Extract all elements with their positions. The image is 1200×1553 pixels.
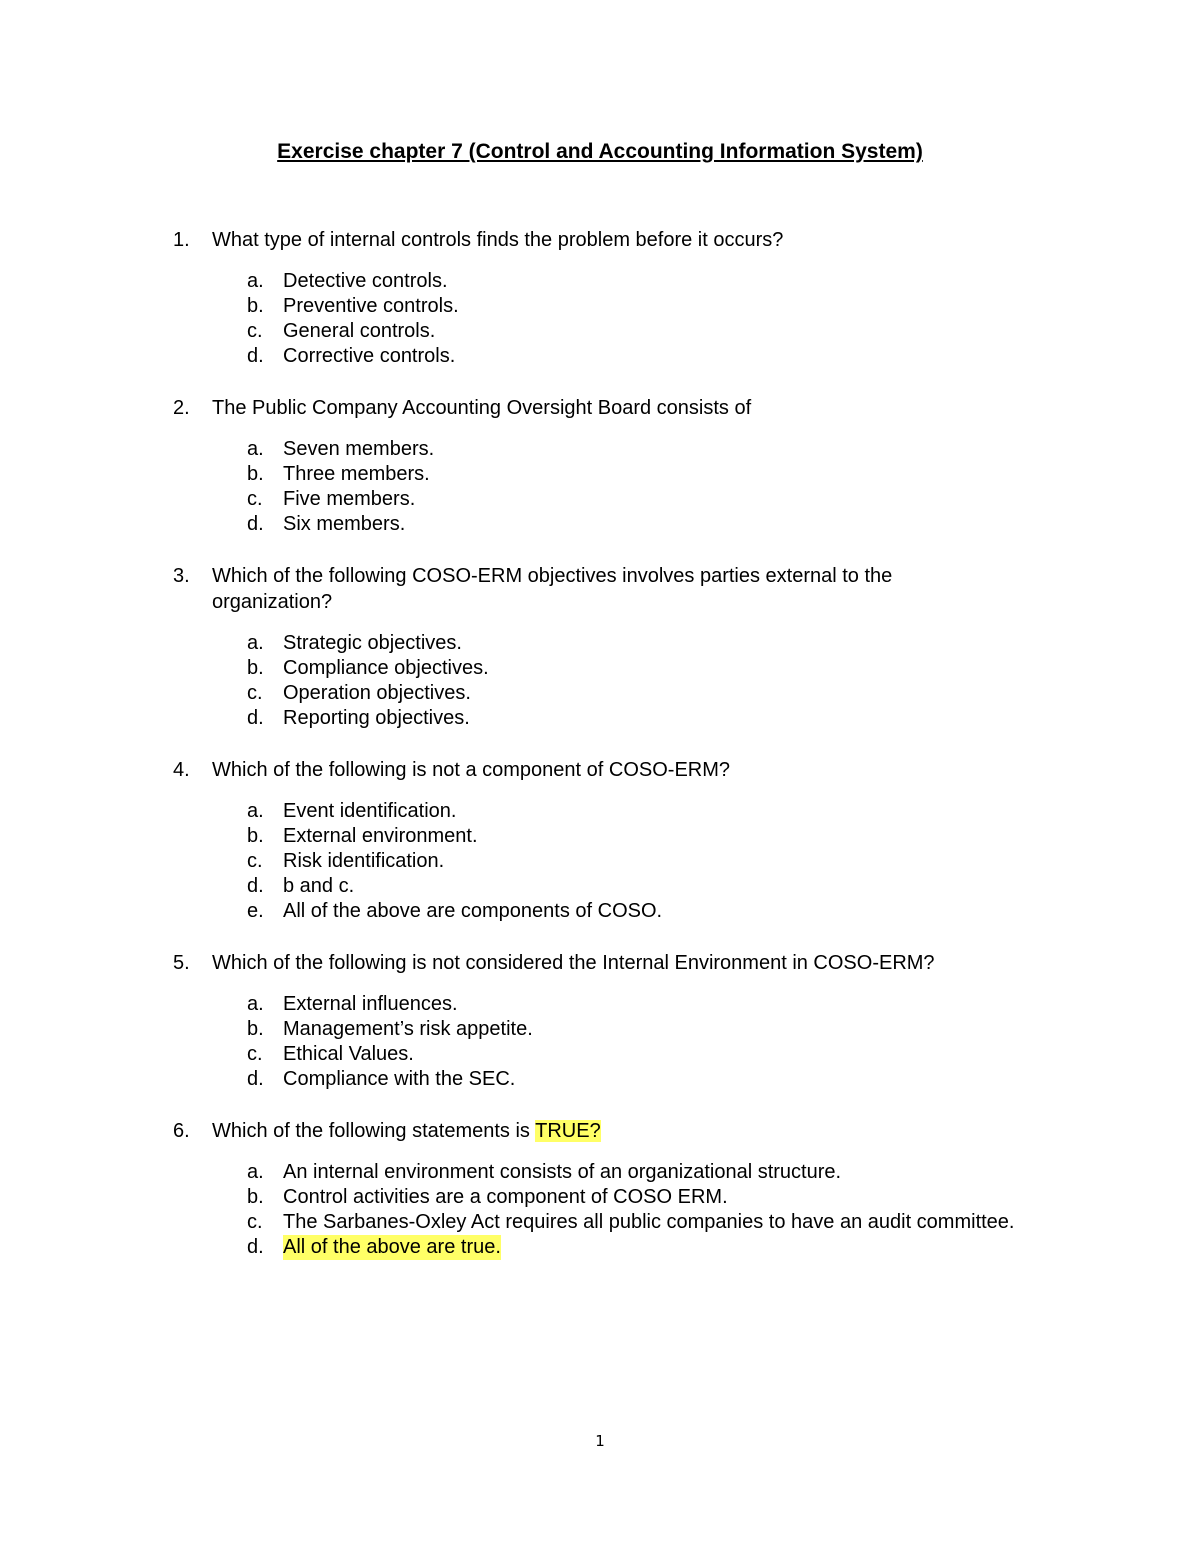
option-letter: c. bbox=[247, 488, 263, 510]
option-d bbox=[247, 874, 1073, 899]
question-text: The Public Company Accounting Oversight Board consists of bbox=[212, 397, 752, 419]
option-letter: b. bbox=[247, 295, 264, 317]
option-a bbox=[247, 1160, 1133, 1185]
question-number: 6. bbox=[173, 1120, 190, 1142]
question-1 bbox=[173, 227, 1073, 369]
option-a bbox=[247, 631, 1073, 656]
option-letter: b. bbox=[247, 657, 264, 679]
option-text: Ethical Values. bbox=[283, 1043, 414, 1065]
option-letter: c. bbox=[247, 1211, 263, 1233]
option-letter: b. bbox=[247, 1186, 264, 1208]
option-text: Compliance with the SEC. bbox=[283, 1068, 516, 1090]
question-4 bbox=[173, 757, 1073, 924]
option-letter: b. bbox=[247, 463, 264, 485]
option-letter: d. bbox=[247, 345, 264, 367]
option-d bbox=[247, 344, 1073, 369]
document-title: Exercise chapter 7 (Control and Accounting Information System) bbox=[277, 140, 923, 163]
option-list bbox=[247, 269, 1073, 369]
option-d bbox=[247, 1067, 1073, 1092]
option-text: Detective controls. bbox=[283, 270, 448, 292]
option-text: General controls. bbox=[283, 320, 436, 342]
question-text: What type of internal controls finds the problem before it occurs? bbox=[212, 229, 784, 251]
option-letter: d. bbox=[247, 1068, 264, 1090]
option-letter: a. bbox=[247, 1161, 264, 1183]
option-letter: a. bbox=[247, 270, 264, 292]
option-letter: c. bbox=[247, 320, 263, 342]
question-number: 3. bbox=[173, 565, 190, 587]
option-d bbox=[247, 1235, 1133, 1260]
option-b bbox=[247, 824, 1073, 849]
option-a bbox=[247, 269, 1073, 294]
question-2 bbox=[173, 395, 1073, 537]
option-list bbox=[247, 992, 1073, 1092]
option-c bbox=[247, 1042, 1073, 1067]
question-number: 1. bbox=[173, 229, 190, 251]
option-text: All of the above are components of COSO. bbox=[283, 900, 663, 922]
option-text: Operation objectives. bbox=[283, 682, 471, 704]
option-b bbox=[247, 462, 1073, 487]
question-number: 5. bbox=[173, 952, 190, 974]
option-list bbox=[247, 631, 1073, 731]
option-text: External influences. bbox=[283, 993, 458, 1015]
option-a bbox=[247, 992, 1073, 1017]
question-text: Which of the following is not a component of COSO-ERM? bbox=[212, 759, 731, 781]
option-letter: d. bbox=[247, 1236, 264, 1258]
option-text: b and c. bbox=[283, 875, 355, 897]
question-3 bbox=[173, 563, 1073, 731]
option-list bbox=[247, 1160, 1133, 1260]
option-d bbox=[247, 706, 1073, 731]
option-text-highlighted: All of the above are true. bbox=[283, 1236, 501, 1258]
option-letter: c. bbox=[247, 1043, 263, 1065]
page-number: 1 bbox=[595, 1432, 605, 1450]
option-text: Strategic objectives. bbox=[283, 632, 462, 654]
option-b bbox=[247, 656, 1073, 681]
option-letter: a. bbox=[247, 438, 264, 460]
option-text: Six members. bbox=[283, 513, 406, 535]
option-letter: d. bbox=[247, 707, 264, 729]
option-text: Five members. bbox=[283, 488, 416, 510]
option-d bbox=[247, 512, 1073, 537]
option-c bbox=[247, 849, 1073, 874]
option-letter: a. bbox=[247, 632, 264, 654]
option-letter: b. bbox=[247, 1018, 264, 1040]
question-text bbox=[212, 1118, 1133, 1144]
option-b bbox=[247, 1017, 1073, 1042]
option-list bbox=[247, 799, 1073, 924]
option-b bbox=[247, 294, 1073, 319]
option-c bbox=[247, 681, 1073, 706]
option-e bbox=[247, 899, 1073, 924]
option-letter: d. bbox=[247, 875, 264, 897]
option-text: Control activities are a component of COSO ERM. bbox=[283, 1186, 728, 1208]
question-6 bbox=[173, 1118, 1133, 1260]
option-text: Compliance objectives. bbox=[283, 657, 489, 679]
option-b bbox=[247, 1185, 1133, 1210]
option-text: Management’s risk appetite. bbox=[283, 1018, 533, 1040]
option-text: External environment. bbox=[283, 825, 478, 847]
option-letter: a. bbox=[247, 800, 264, 822]
option-a bbox=[247, 799, 1073, 824]
option-text: Corrective controls. bbox=[283, 345, 456, 367]
option-text: Three members. bbox=[283, 463, 430, 485]
option-letter: b. bbox=[247, 825, 264, 847]
option-text: Preventive controls. bbox=[283, 295, 459, 317]
option-c bbox=[247, 487, 1073, 512]
option-letter: d. bbox=[247, 513, 264, 535]
option-letter: c. bbox=[247, 850, 263, 872]
option-text: Reporting objectives. bbox=[283, 707, 470, 729]
question-text-plain: Which of the following statements is bbox=[212, 1120, 536, 1142]
highlighted-text: TRUE? bbox=[535, 1120, 601, 1142]
option-text: Event identification. bbox=[283, 800, 457, 822]
option-list bbox=[247, 437, 1073, 537]
question-number: 2. bbox=[173, 397, 190, 419]
option-text: The Sarbanes-Oxley Act requires all public companies to have an audit committee. bbox=[283, 1211, 1015, 1233]
option-text: An internal environment consists of an organizational structure. bbox=[283, 1161, 842, 1183]
option-letter: c. bbox=[247, 682, 263, 704]
option-letter: a. bbox=[247, 993, 264, 1015]
option-letter: e. bbox=[247, 900, 264, 922]
question-text: Which of the following COSO-ERM objectives involves parties external to the organization? bbox=[212, 565, 893, 613]
option-text: Risk identification. bbox=[283, 850, 445, 872]
question-5 bbox=[173, 950, 1073, 1092]
option-text: Seven members. bbox=[283, 438, 435, 460]
option-c bbox=[247, 1210, 1133, 1235]
question-number: 4. bbox=[173, 759, 190, 781]
question-text: Which of the following is not considered the Internal Environment in COSO-ERM? bbox=[212, 952, 935, 974]
option-c bbox=[247, 319, 1073, 344]
option-a bbox=[247, 437, 1073, 462]
